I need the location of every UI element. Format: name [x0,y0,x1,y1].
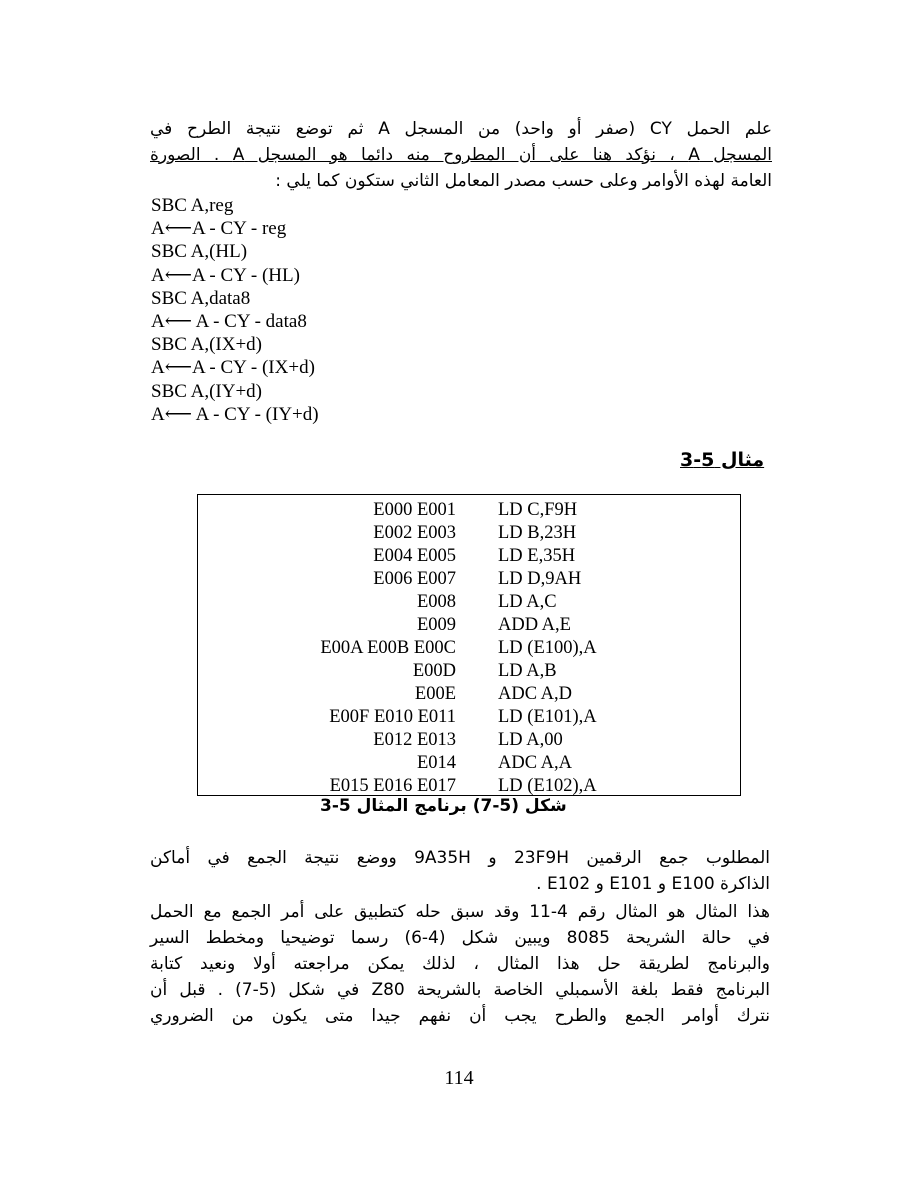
intro-line-3: العامة لهذه الأوامر وعلى حسب مصدر المعامل الثاني ستكون كما يلي : [275,171,772,191]
program-address: E00D [412,661,456,681]
program-address: E012 E013 [373,730,456,750]
figure-caption: شكل (5-7) برنامج المثال 5-3 [320,796,567,816]
program-address: E008 [416,592,456,612]
program-address: E000 E001 [373,500,456,520]
program-address: E014 [416,753,456,773]
program-instruction: LD E,35H [498,546,576,566]
program-address: E002 E003 [373,523,456,543]
program-instruction: ADD A,E [498,615,571,635]
program-row [198,568,740,591]
program-row [198,775,740,798]
program-address: E00E [414,684,456,704]
para1-line-1: المطلوب جمع الرقمين 23F9H و 9A35H ووضع نتيجة الجمع في أماكن [150,848,770,868]
program-row [198,499,740,522]
code-line: SBC A,data8 [151,287,251,309]
code-line: A⟵ A - CY - data8 [151,311,307,333]
code-line: A⟵A - CY - (IX+d) [151,357,315,379]
intro-line-1: علم الحمل CY (صفر أو واحد) من المسجل A ثم توضع نتيجة الطرح في [150,119,772,139]
program-address: E015 E016 E017 [329,776,456,796]
para2-line-5: نترك أوامر الجمع والطرح يجب أن نفهم جيدا متى يكون من الضروري [150,1006,770,1026]
para2-line-2: في حالة الشريحة 8085 ويبين شكل (4-6) رسما توضيحيا ومخطط السير [150,928,770,948]
example-heading: مثال 5-3 [680,449,765,471]
para2-line-4: البرنامج فقط بلغة الأسمبلي الخاصة بالشريحة Z80 في شكل (5-7) . قبل أن [150,980,770,1000]
code-line: SBC A,(IY+d) [151,380,263,402]
program-row [198,545,740,568]
program-row [198,614,740,637]
program-instruction: LD D,9AH [498,569,582,589]
program-listing-box [197,494,741,796]
program-address: E009 [416,615,456,635]
program-row [198,637,740,660]
sbc-instruction-list [151,194,319,426]
program-instruction: LD A,B [498,661,557,681]
code-line: A⟵A - CY - (HL) [151,264,300,286]
intro-line-2 [150,145,772,165]
program-address: E00F E010 E011 [329,707,456,727]
program-row [198,706,740,729]
program-address: E006 E007 [373,569,456,589]
code-line: SBC A,reg [151,195,234,216]
code-line: SBC A,(HL) [151,241,248,263]
program-instruction: LD B,23H [498,523,577,543]
code-line: A⟵A - CY - reg [151,218,287,240]
program-row [198,591,740,614]
program-row [198,729,740,752]
program-instruction: LD (E102),A [498,776,597,796]
para2-line-1: هذا المثال هو المثال رقم 4-11 وقد سبق حله كتطبيق على أمر الجمع مع الحمل [150,902,771,922]
program-instruction: LD (E101),A [498,707,597,727]
page-number: 114 [444,1067,474,1089]
program-address: E004 E005 [373,546,456,566]
program-row [198,522,740,545]
program-instruction: LD A,00 [498,730,563,750]
program-row [198,752,740,775]
program-instruction: LD (E100),A [498,638,597,658]
program-instruction: LD C,F9H [498,500,578,520]
program-instruction: LD A,C [498,592,557,612]
program-instruction: ADC A,A [498,753,573,773]
code-line: SBC A,(IX+d) [151,334,263,356]
program-row [198,660,740,683]
program-address: E00A E00B E00C [320,638,456,658]
program-instruction: ADC A,D [498,684,573,704]
code-line: A⟵ A - CY - (IY+d) [151,403,319,425]
intro-line-2-text: المسجل A ، نؤكد هنا على أن المطروح منه دائما هو المسجل A . الصورة [150,145,772,165]
para2-line-3: والبرنامج لطريقة حل هذا المثال ، لذلك يمكن مراجعته أولا ونعيد كتابة [150,954,770,974]
para1-line-2: الذاكرة E100 و E101 و E102 . [536,874,770,894]
program-row [198,683,740,706]
